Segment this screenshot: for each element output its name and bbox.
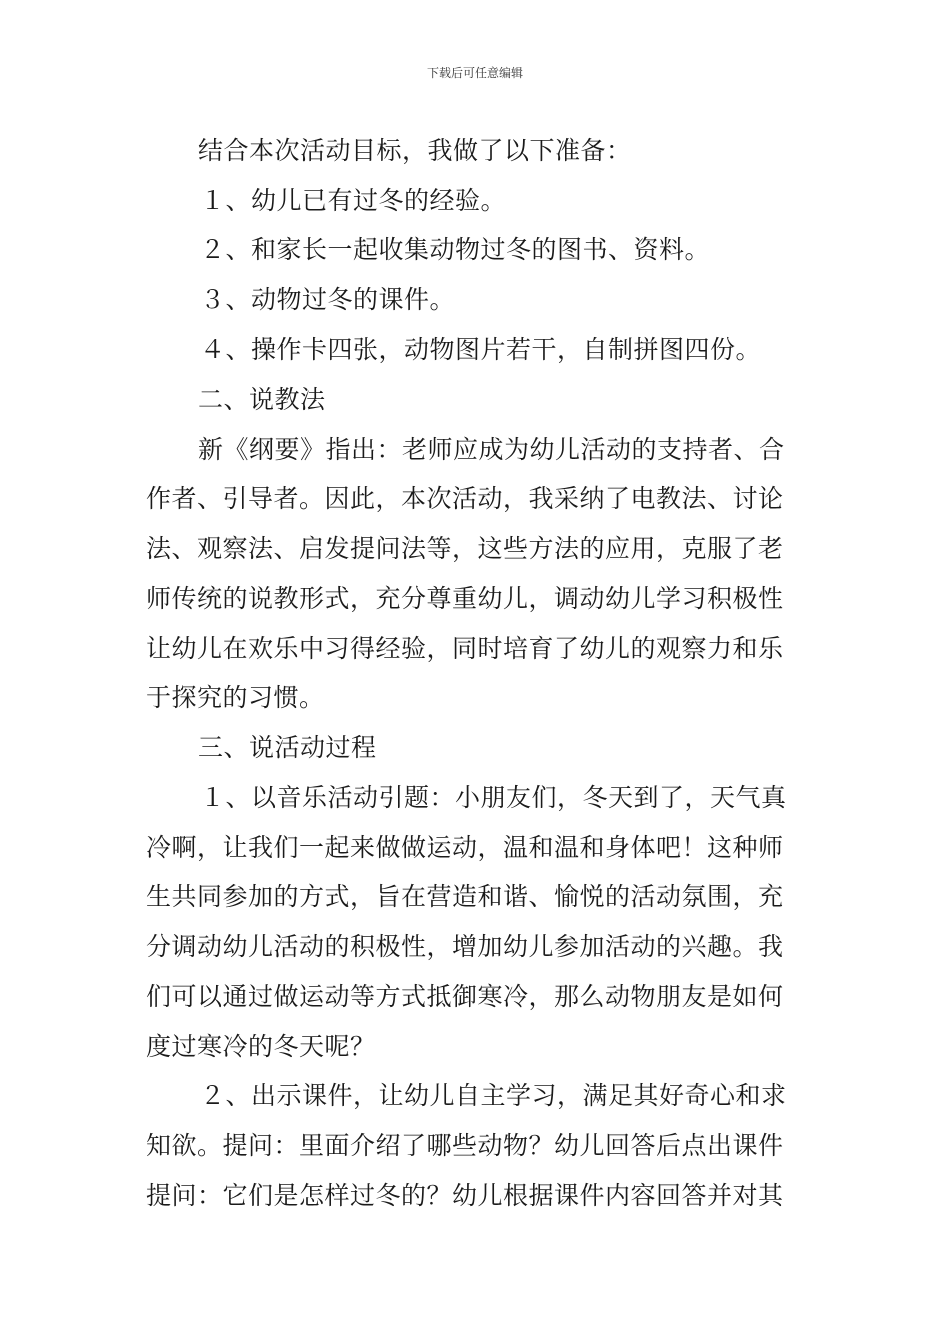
paragraph-line: 作者、引导者。因此，本次活动，我采纳了电教法、讨论: [146, 484, 784, 513]
page-header: 下载后可任意编辑: [426, 66, 523, 80]
paragraph-line: 结合本次活动目标，我做了以下准备：: [198, 136, 632, 165]
section-heading: 二、说教法: [198, 385, 326, 414]
paragraph-line: １、以音乐活动引题：小朋友们，冬天到了，天气真: [200, 783, 787, 812]
paragraph-line: 度过寒冷的冬天呢？: [146, 1032, 376, 1061]
paragraph-line: 生共同参加的方式，旨在营造和谐、愉悦的活动氛围，充: [146, 882, 784, 911]
paragraph-line: 分调动幼儿活动的积极性，增加幼儿参加活动的兴趣。我: [146, 932, 784, 961]
paragraph-line: 冷啊，让我们一起来做做运动，温和温和身体吧！这种师: [146, 833, 784, 862]
paragraph-line: 让幼儿在欢乐中习得经验，同时培育了幼儿的观察力和乐: [146, 634, 784, 663]
paragraph-line: 新《纲要》指出：老师应成为幼儿活动的支持者、合: [198, 435, 785, 464]
paragraph-line: 知欲。提问：里面介绍了哪些动物？幼儿回答后点出课件: [146, 1131, 784, 1160]
paragraph-line: 于探究的习惯。: [146, 683, 325, 712]
list-item: ４、操作卡四张，动物图片若干，自制拼图四份。: [200, 335, 762, 364]
section-heading: 三、说活动过程: [198, 733, 377, 762]
list-item: ３、动物过冬的课件。: [200, 285, 456, 314]
list-item: ２、和家长一起收集动物过冬的图书、资料。: [200, 235, 711, 264]
paragraph-line: 师传统的说教形式，充分尊重幼儿，调动幼儿学习积极性: [146, 584, 784, 613]
paragraph-line: 们可以通过做运动等方式抵御寒冷，那么动物朋友是如何: [146, 982, 784, 1011]
list-item: １、幼儿已有过冬的经验。: [200, 186, 507, 215]
paragraph-line: 法、观察法、启发提问法等，这些方法的应用，克服了老: [146, 534, 784, 563]
paragraph-line: ２、出示课件，让幼儿自主学习，满足其好奇心和求: [200, 1081, 787, 1110]
paragraph-line: 提问：它们是怎样过冬的？幼儿根据课件内容回答并对其: [146, 1181, 784, 1210]
